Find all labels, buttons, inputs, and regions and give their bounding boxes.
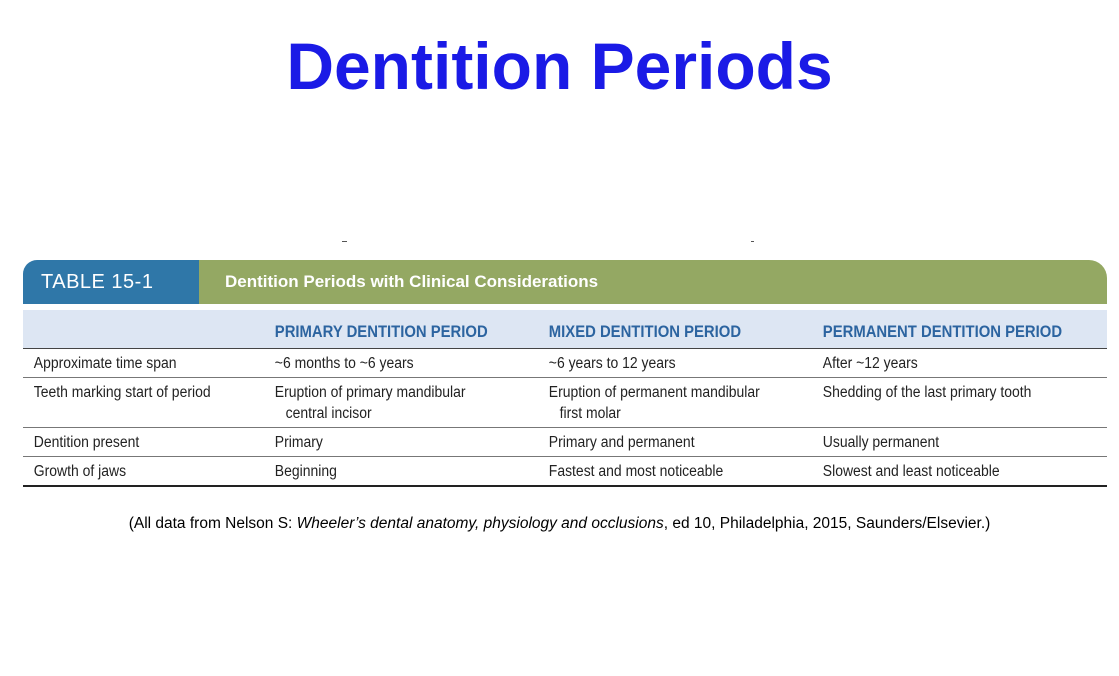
cell-permanent: Usually permanent — [822, 434, 940, 451]
scan-artifact — [751, 241, 754, 242]
table-number: TABLE 15-1 — [23, 260, 199, 304]
cell-primary: ~6 months to ~6 years — [274, 355, 414, 372]
slide-title: Dentition Periods — [286, 29, 833, 103]
table-row — [23, 378, 1107, 428]
source-citation — [0, 515, 1119, 533]
scan-artifact — [342, 241, 347, 242]
cell-mixed: Primary and permanent — [548, 434, 695, 451]
cell-primary: Primary — [274, 434, 323, 451]
cell-mixed — [538, 378, 785, 427]
cell-primary — [264, 378, 511, 427]
row-label: Dentition present — [33, 434, 140, 451]
table-banner — [23, 260, 1107, 304]
row-label: Teeth marking start of period — [33, 384, 211, 401]
cell-line: first molar — [559, 405, 621, 422]
cell-permanent: After ~12 years — [822, 355, 918, 372]
table-header-row — [23, 310, 1107, 349]
table-row — [23, 457, 1107, 485]
header-cell-empty — [23, 342, 240, 348]
cell-mixed: ~6 years to 12 years — [548, 355, 676, 372]
cell-primary: Beginning — [274, 463, 337, 480]
citation-book-title: Wheeler’s dental anatomy, physiology and occlusions — [296, 515, 664, 532]
row-label: Approximate time span — [33, 355, 177, 372]
header-cell-mixed: MIXED DENTITION PERIOD — [548, 323, 742, 341]
table-caption: Dentition Periods with Clinical Considerations — [199, 260, 1107, 304]
cell-line: central incisor — [285, 405, 372, 422]
citation-suffix: , ed 10, Philadelphia, 2015, Saunders/Elsevier.) — [663, 515, 991, 532]
cell-permanent: Shedding of the last primary tooth — [822, 384, 1032, 401]
cell-line: Eruption of permanent mandibular — [548, 384, 760, 401]
header-cell-permanent: PERMANENT DENTITION PERIOD — [822, 323, 1063, 341]
dentition-table — [23, 260, 1107, 487]
cell-line: Eruption of primary mandibular — [274, 384, 466, 401]
cell-permanent: Slowest and least noticeable — [822, 463, 1000, 480]
row-label: Growth of jaws — [33, 463, 127, 480]
cell-mixed: Fastest and most noticeable — [548, 463, 724, 480]
citation-prefix: (All data from Nelson S: — [128, 515, 297, 532]
header-cell-primary: PRIMARY DENTITION PERIOD — [274, 323, 488, 341]
table-body — [23, 310, 1107, 487]
table-row — [23, 428, 1107, 457]
table-row — [23, 349, 1107, 378]
